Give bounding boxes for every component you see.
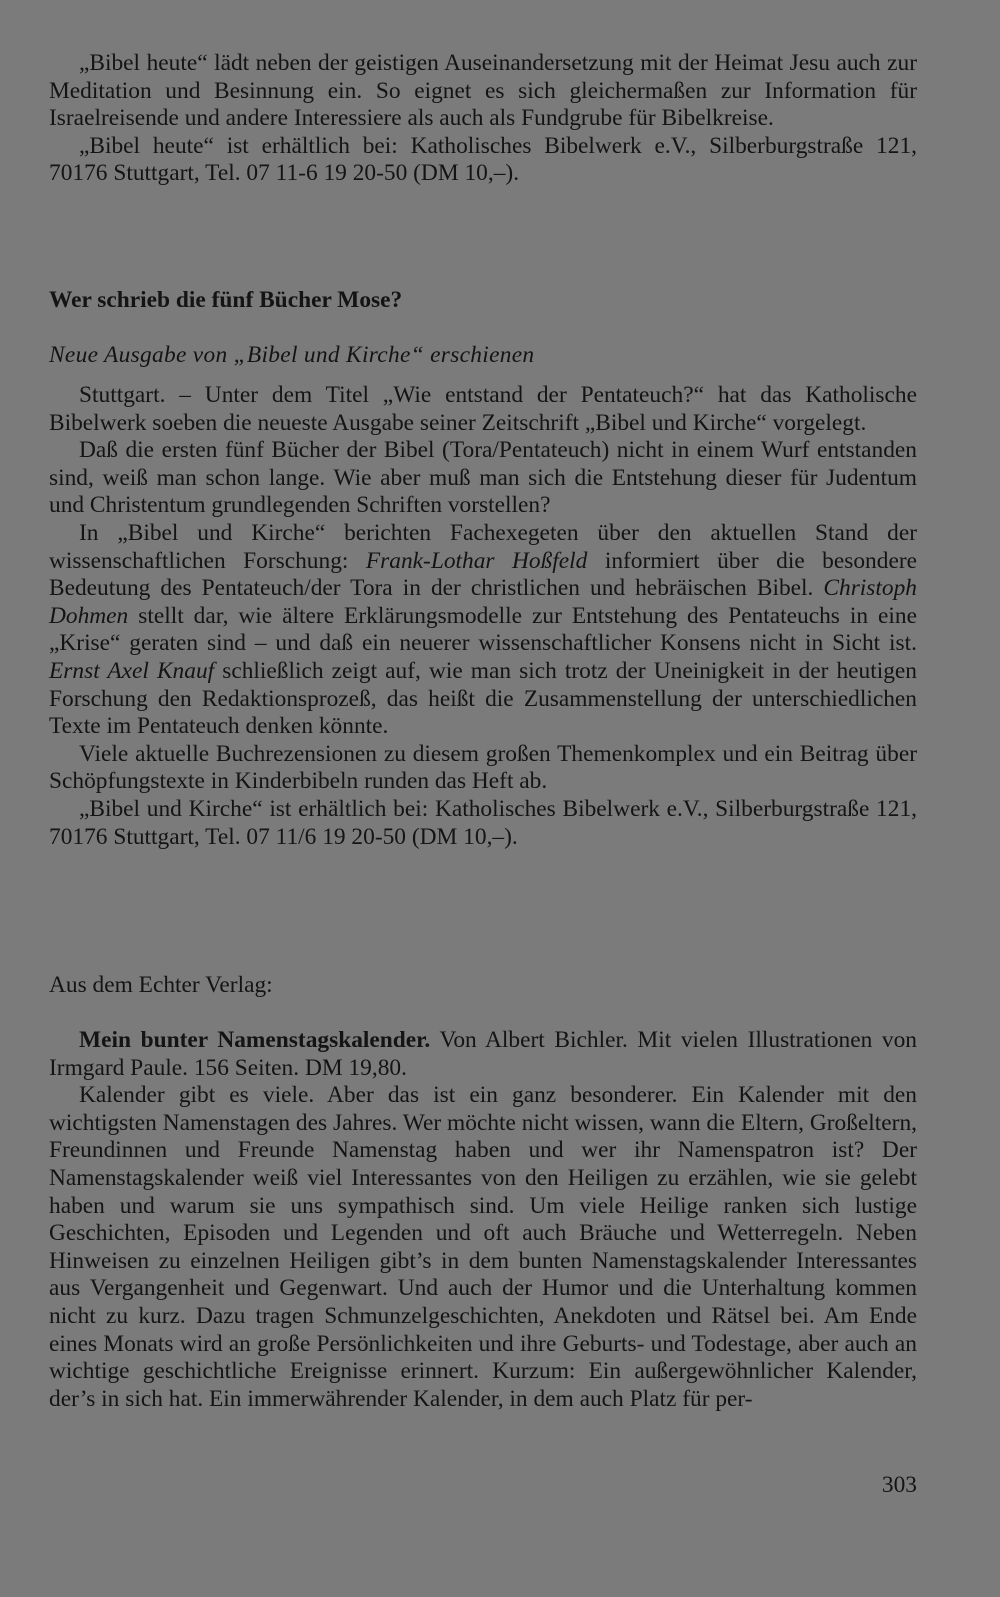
article-subtitle-block	[49, 341, 917, 369]
page-number: 303	[881, 1472, 917, 1498]
book-details: Von Albert Bichler. Mit vielen Illustrationen von Irmgard Paule. 156 Seiten. DM 19,80.	[49, 1027, 917, 1081]
paragraph-3-text-c: stellt dar, wie ältere Erklärungsmodelle zur Entstehung des Pentateuchs in eine „Krise“ geraten sind – und daß ein neuerer wissenschaftlicher Konsens nicht in Sicht ist.	[49, 602, 917, 657]
book-review-text: Kalender gibt es viele. Aber das ist ein ganz besonderer. Ein Kalender mit den wichtigsten Namenstagen des Jahres. Wer möchte nicht wissen, wann die Eltern, Großeltern, Freundinnen und Freunde Namenstag haben und wer ihr Namenspatron ist? Der Namenstagskalender weiß viel Interessantes von den Heiligen zu erzählen, wie sie gelebt haben und warum sie uns sympathisch sind. Um viele Heilige ranken sich lustige Geschichten, Episoden und Legenden und oft auch Bräuche und Wetterregeln. Neben Hinweisen zu einzelnen Heiligen gibt’s in dem bunten Namenstagskalender Interessantes aus Vergangenheit und Gegenwart. Und auch der Humor und die Unterhaltung kommen nicht zu kurz. Dazu tragen Schmunzelgeschichten, Anekdoten und Rätsel bei. Am Ende eines Monats wird an große Persönlichkeiten und ihre Geburts- und Todestage, aber auch an wichtige geschichtliche Ereignisse erinnert. Kurzum: Ein außergewöhnlicher Kalender, der’s in sich hat. Ein immerwährender Kalender, in dem auch Platz für per-	[49, 1082, 917, 1412]
article-subtitle: Neue Ausgabe von „Bibel und Kirche“ erschienen	[49, 342, 535, 368]
book-review	[49, 1027, 917, 1413]
article-paragraph-1: Stuttgart. – Unter dem Titel „Wie entstand der Pentateuch?“ hat das Katholische Bibelwerk soeben die neueste Ausgabe seiner Zeitschrift „Bibel und Kirche“ vorgelegt.	[49, 382, 917, 436]
article-paragraph-5: „Bibel und Kirche“ ist erhältlich bei: Katholisches Bibelwerk e.V., Silberburgstraße 121, 70176 Stuttgart, Tel. 07 11/6 19 20-50 (DM 10,–).	[49, 795, 917, 850]
publisher-label: Aus dem Echter Verlag:	[49, 972, 273, 998]
article-paragraph-3	[49, 520, 917, 741]
intro-availability: „Bibel heute“ ist erhältlich bei: Katholisches Bibelwerk e.V., Silberburgstraße 121, 70176 Stuttgart, Tel. 07 11-6 19 20-50 (DM 10,–).	[49, 132, 917, 187]
author-dohmen: Christoph Dohmen	[49, 575, 917, 629]
article-paragraph-2: Daß die ersten fünf Bücher der Bibel (Tora/Pentateuch) nicht in einem Wurf entstanden sind, weiß man schon lange. Wie aber muß man sich die Entstehung dieser für Judentum und Christentum grundlegenden Schriften vorstellen?	[49, 437, 917, 519]
article-title: Wer schrieb die fünf Bücher Mose?	[49, 287, 403, 313]
paragraph-3-text-a: In „Bibel und Kirche“ berichten Fachexegeten über den aktuellen Stand der wissenschaftlichen Forschung:	[49, 519, 917, 574]
book-entry	[49, 1027, 917, 1082]
paragraph-3-text-d: schließlich zeigt auf, wie man sich trotz der Uneinigkeit in der heutigen Forschung den Redaktionsprozeß, das heißt die Zusammenstellung der unterschiedlichen Texte im Pentateuch denken könnte.	[49, 657, 917, 740]
book-title: Mein bunter Namenstagskalender.	[79, 1027, 431, 1053]
intro-block	[49, 50, 917, 188]
author-hossfeld: Frank-Lothar Hoßfeld	[365, 547, 588, 574]
article-block	[49, 286, 917, 314]
publisher-label-block	[49, 972, 917, 1000]
author-knauf: Ernst Axel Knauf	[49, 657, 215, 684]
article-paragraph-4: Viele aktuelle Buchrezensionen zu diesem großen Themenkomplex und ein Beitrag über Schöpfungstexte in Kinderbibeln runden das Heft ab.	[49, 740, 917, 795]
intro-paragraph: „Bibel heute“ lädt neben der geistigen Auseinandersetzung mit der Heimat Jesu auch zur Meditation und Besinnung ein. So eignet es sich gleichermaßen zur Information für Israelreisende und andere Interessiere als auch als Fundgrube für Bibelkreise.	[49, 50, 917, 132]
paragraph-3-text-b: informiert über die besondere Bedeutung des Pentateuch/der Tora in der christlichen und hebräischen Bibel.	[49, 547, 918, 602]
article-body	[49, 382, 917, 851]
